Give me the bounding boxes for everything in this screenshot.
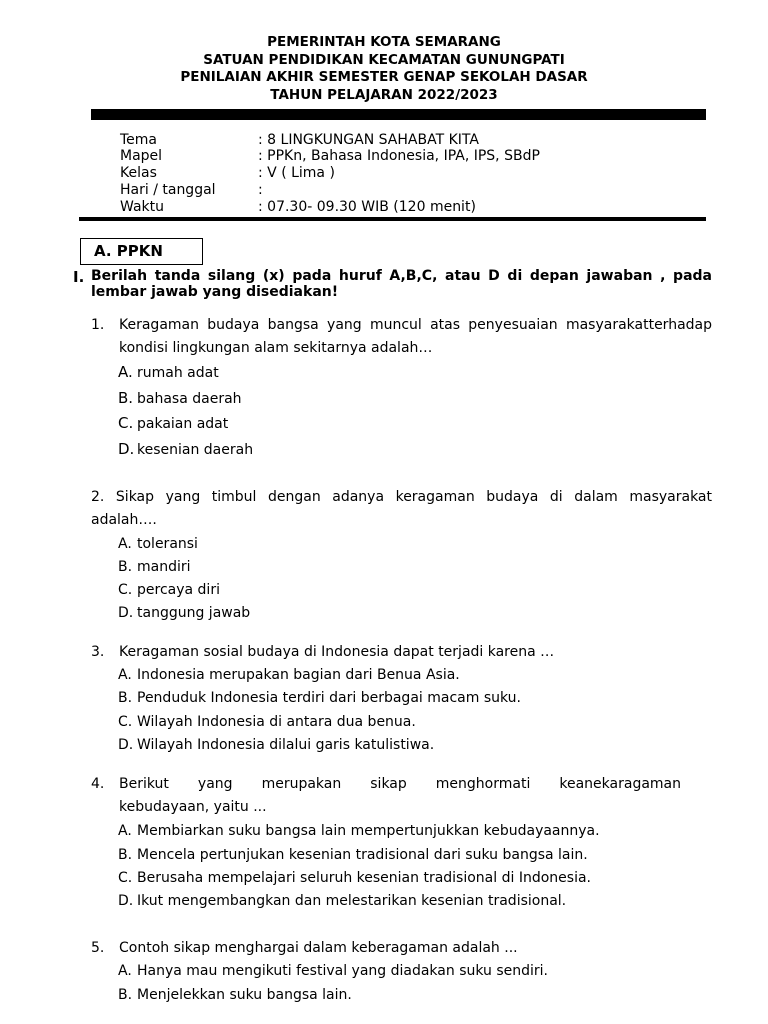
question-1-line-1: Keragaman budaya bangsa yang muncul atas penyesuaian masyarakatterhadap <box>119 317 712 333</box>
option-letter: A. <box>118 963 132 979</box>
option-letter: D. <box>118 440 135 458</box>
option-text: rumah adat <box>137 365 219 381</box>
info-label: Waktu <box>120 199 164 215</box>
section-title-box <box>80 238 203 265</box>
question-5-line-1: Contoh sikap menghargai dalam keberagaman adalah ... <box>119 940 518 956</box>
option-letter: D. <box>118 893 134 909</box>
question-4-option-d <box>118 893 566 909</box>
option-text: tanggung jawab <box>137 605 251 621</box>
info-label: Kelas <box>120 165 157 181</box>
option-text: Penduduk Indonesia terdiri dari berbagai macam suku. <box>137 690 521 706</box>
question-4-line-2: kebudayaan, yaitu ... <box>119 799 267 815</box>
option-text: Wilayah Indonesia dilalui garis katulistiwa. <box>137 737 435 753</box>
option-letter: D. <box>118 737 134 753</box>
option-text: kesenian daerah <box>137 442 254 458</box>
option-letter: B. <box>118 559 133 575</box>
header-divider <box>91 109 706 120</box>
question-1-option-d <box>118 441 253 458</box>
question-2-option-c <box>118 582 220 598</box>
question-2-line-2: adalah…. <box>91 512 157 528</box>
question-2-line-1 <box>91 489 712 505</box>
option-letter: C. <box>118 582 133 598</box>
question-number: 4. <box>91 776 105 792</box>
question-4-option-b <box>118 847 588 863</box>
info-label: Hari / tanggal <box>120 182 216 198</box>
option-text: bahasa daerah <box>137 391 242 407</box>
info-value: : V ( Lima ) <box>258 165 335 181</box>
question-number: 5. <box>91 940 105 956</box>
instruction-text <box>91 268 712 300</box>
option-letter: A. <box>118 823 132 839</box>
question-2-text: Sikap yang timbul dengan adanya keragaman budaya di dalam masyarakat <box>115 489 712 505</box>
option-text: Menjelekkan suku bangsa lain. <box>137 987 352 1003</box>
question-1-line-2: kondisi lingkungan alam sekitarnya adalah… <box>119 340 433 356</box>
question-2-option-a <box>118 536 198 552</box>
option-letter: C. <box>118 414 134 432</box>
info-label: Mapel <box>120 148 163 164</box>
question-3-option-b <box>118 690 521 706</box>
option-letter: B. <box>118 847 133 863</box>
option-letter: A. <box>118 536 132 552</box>
info-value: : 8 LINGKUNGAN SAHABAT KITA <box>258 132 479 148</box>
option-letter: A. <box>118 667 132 683</box>
question-1-option-c <box>118 415 228 432</box>
info-value: : PPKn, Bahasa Indonesia, IPA, IPS, SBdP <box>258 148 540 164</box>
option-text: Berusaha mempelajari seluruh kesenian tradisional di Indonesia. <box>137 870 591 886</box>
info-bottom-rule <box>79 217 706 221</box>
header-line-3: PENILAIAN AKHIR SEMESTER GENAP SEKOLAH DASAR <box>180 69 588 85</box>
option-text: Mencela pertunjukan kesenian tradisional dari suku bangsa lain. <box>137 847 588 863</box>
question-number: 3. <box>91 644 105 660</box>
option-text: toleransi <box>137 536 198 552</box>
option-letter: B. <box>118 987 133 1003</box>
option-letter: D. <box>118 605 134 621</box>
instruction-number: I. <box>73 268 85 286</box>
option-text: Wilayah Indonesia di antara dua benua. <box>137 714 416 730</box>
question-1-option-a <box>118 364 219 381</box>
question-4-option-c <box>118 870 591 886</box>
header-line-2: SATUAN PENDIDIKAN KECAMATAN GUNUNGPATI <box>203 52 565 68</box>
question-2-option-d <box>118 605 250 621</box>
question-4-line-1: Berikut yang merupakan sikap menghormati keanekaragaman <box>119 776 681 792</box>
question-number: 1. <box>91 317 105 333</box>
question-number: 2. <box>91 489 105 505</box>
option-letter: A. <box>118 363 133 381</box>
question-1-option-b <box>118 390 242 407</box>
question-5-option-a <box>118 963 548 979</box>
question-3-option-a <box>118 667 460 683</box>
option-text: Membiarkan suku bangsa lain mempertunjukkan kebudayaannya. <box>137 823 600 839</box>
question-2-option-b <box>118 559 191 575</box>
option-text: percaya diri <box>137 582 220 598</box>
option-letter: B. <box>118 389 134 407</box>
option-letter: B. <box>118 690 133 706</box>
option-text: mandiri <box>137 559 191 575</box>
header-line-4: TAHUN PELAJARAN 2022/2023 <box>270 87 498 103</box>
option-letter: C. <box>118 870 133 886</box>
instruction-line-1: Berilah tanda silang (x) pada huruf A,B,C, atau D di depan jawaban , pada <box>91 268 712 284</box>
question-3-option-d <box>118 737 434 753</box>
header-line-1: PEMERINTAH KOTA SEMARANG <box>267 34 501 50</box>
question-3-option-c <box>118 714 416 730</box>
question-4-option-a <box>118 823 600 839</box>
option-letter: C. <box>118 714 133 730</box>
option-text: Hanya mau mengikuti festival yang diadakan suku sendiri. <box>137 963 549 979</box>
question-5-option-b <box>118 987 352 1003</box>
instruction-line-2: lembar jawab yang disediakan! <box>91 284 339 300</box>
question-3-line-1: Keragaman sosial budaya di Indonesia dapat terjadi karena … <box>119 644 555 660</box>
option-text: Ikut mengembangkan dan melestarikan kesenian tradisional. <box>137 893 567 909</box>
option-text: Indonesia merupakan bagian dari Benua Asia. <box>137 667 460 683</box>
option-text: pakaian adat <box>137 416 229 432</box>
info-value: : <box>258 182 263 198</box>
section-title: A. PPKN <box>94 242 163 260</box>
info-label: Tema <box>120 132 158 148</box>
info-value: : 07.30- 09.30 WIB (120 menit) <box>258 199 476 215</box>
